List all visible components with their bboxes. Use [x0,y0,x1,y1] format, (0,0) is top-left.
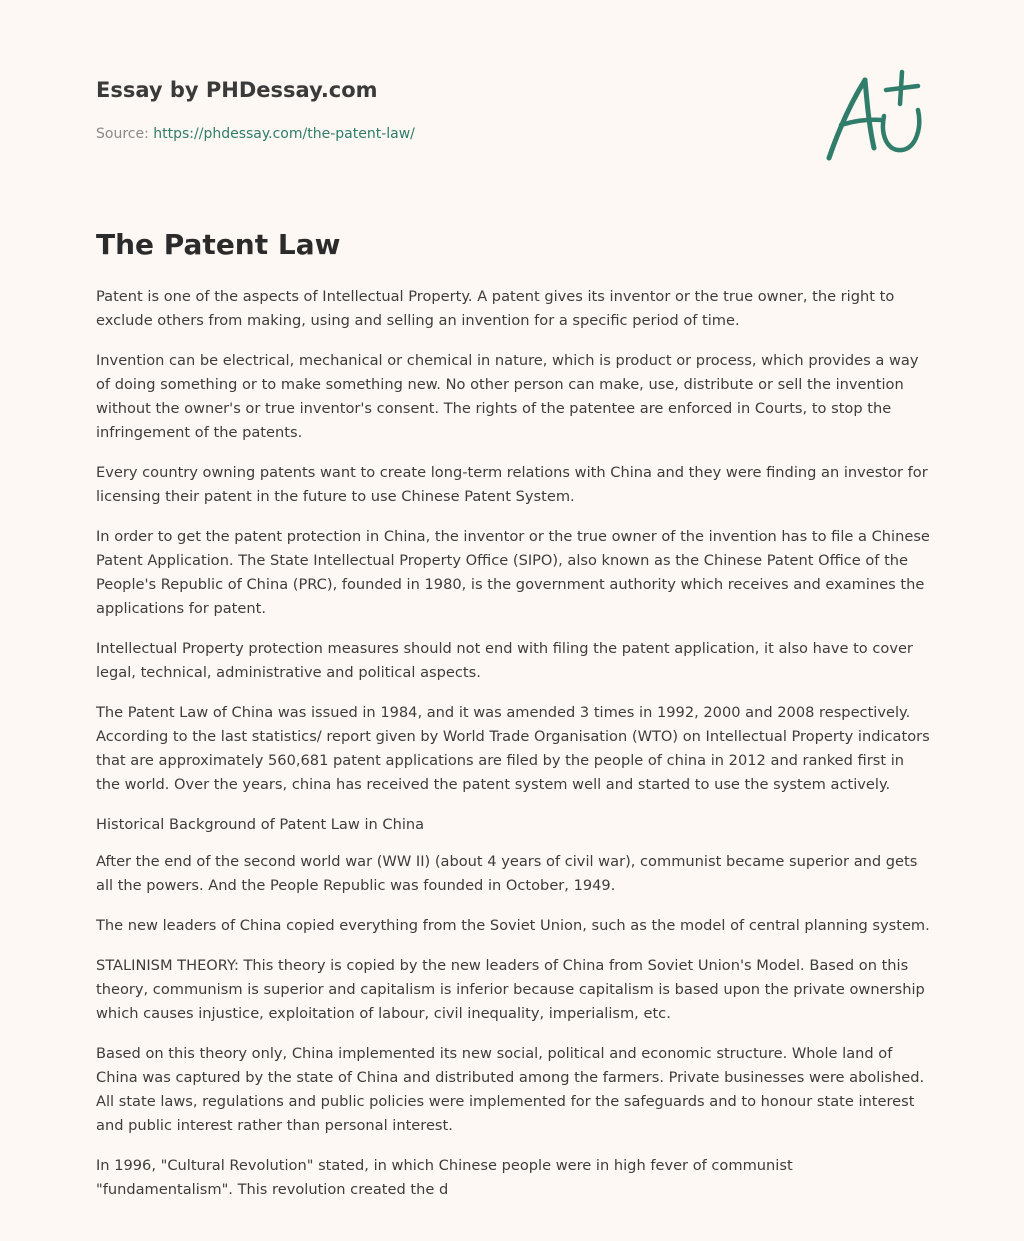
source-link[interactable]: https://phdessay.com/the-patent-law/ [153,126,415,142]
paragraph: Based on this theory only, China implemented its new social, political and economic structure. Whole land of China was captured by the state of China and distributed among the farmers. Private businesses were abolished. All state laws, regulations and public policies were implemented for the safeguards and to honour state interest and public interest rather than personal interest. [96,1045,925,1134]
paragraph: After the end of the second world war (WW II) (about 4 years of civil war), communist became superior and gets all the powers. And the People Republic was founded in October, 1949. [96,853,918,894]
paragraph: Patent is one of the aspects of Intellectual Property. A patent gives its inventor or the true owner, the right to exclude others from making, using and selling an invention for a specific period of time. [96,288,895,329]
paragraph: Every country owning patents want to create long-term relations with China and they were finding an investor for licensing their patent in the future to use Chinese Patent System. [96,464,928,505]
paragraph: STALINISM THEORY: This theory is copied by the new leaders of China from Soviet Union's Model. Based on this theory, communism is superior and capitalism is inferior because capitalism is based upon the private ownership which causes injustice, exploitation of labour, civil inequality, imperialism, etc. [96,957,925,1022]
essay-header [96,74,796,144]
essay-title: The Patent Law [96,228,341,261]
site-title: Essay by PHDessay.com [96,78,378,102]
paragraph: Invention can be electrical, mechanical or chemical in nature, which is product or process, which provides a way of doing something or to make something new. No other person can make, use, distribute or sell the invention without the owner's or true inventor's consent. The rights of the patentee are enforced in Courts, to stop the infringement of the patents. [96,352,919,441]
paragraph: The Patent Law of China was issued in 1984, and it was amended 3 times in 1992, 2000 and 2008 respectively. According to the last statistics/ report given by World Trade Organisation (WTO) on Intellectual Property indicators that are approximately 560,681 patent applications are filed by the people of china in 2012 and ranked first in the world. Over the years, china has received the patent system well and started to use the system actively. [96,704,930,793]
a-plus-logo-icon [820,66,928,166]
paragraph: The new leaders of China copied everything from the Soviet Union, such as the model of central planning system. [96,917,930,934]
source-label: Source: [96,126,154,142]
paragraph: Intellectual Property protection measures should not end with filing the patent application, it also have to cover legal, technical, administrative and political aspects. [96,640,913,681]
source-line [96,124,796,144]
essay-body [96,285,932,1218]
section-heading: Historical Background of Patent Law in China [96,816,425,833]
paragraph: In 1996, "Cultural Revolution" stated, in which Chinese people were in high fever of communist "fundamentalism". This revolution created the d [96,1157,793,1198]
paragraph: In order to get the patent protection in China, the inventor or the true owner of the invention has to file a Chinese Patent Application. The State Intellectual Property Office (SIPO), also known as the Chinese Patent Office of the People's Republic of China (PRC), founded in 1980, is the government authority which receives and examines the applications for patent. [96,528,930,617]
